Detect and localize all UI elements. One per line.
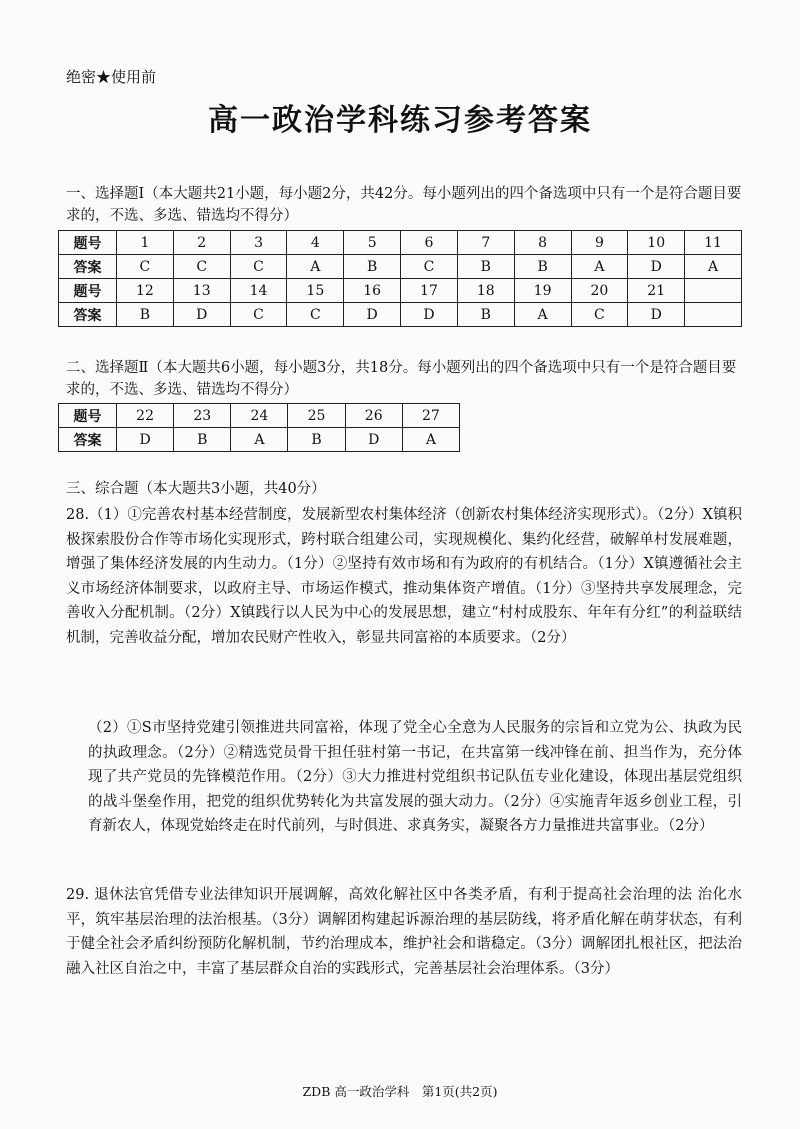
table-cell: B [117,303,174,327]
question-28-part-2: （2）①S市坚持党建引领推进共同富裕，体现了党全心全意为人民服务的宗旨和立党为公、执政为民的执政理念。（2分）②精选党员骨干担任驻村第一书记，在共富第一线冲锋在前、担当作为，充分体现了共产党员的先锋模范作用。（2分）③大力推进村党组织书记队伍专业化建设，体现出基层党组织的战斗堡垒作用，把党的组织优势转化为共富发展的强大动力。（2分）④实施青年返乡创业工程，引育新农人，体现党始终走在时代前列，与时俱进、求真务实，凝聚各方力量推进共富事业。（2分） [88,720,742,834]
table-cell [685,303,742,327]
table-cell: 20 [571,279,628,303]
table-cell: 23 [174,404,231,428]
table-cell: C [571,303,628,327]
table-cell: 4 [287,231,344,255]
table-cell: 22 [117,404,174,428]
table-cell: 13 [173,279,230,303]
table-row [59,255,742,279]
table-cell: C [230,303,287,327]
table-cell: D [345,428,402,452]
table-cell: C [230,255,287,279]
question-29: 29. 退休法官凭借专业法律知识开展调解，高效化解社区中各类矛盾，有利于提高社会治理的法 治化水平，筑牢基层治理的法治根基。（3分）调解团构建起诉源治理的基层防线，将矛盾化解在萌芽状态，有利于健全社会矛盾纠纷预防化解机制，节约治理成本，维护社会和谐稳定。（3分）调解团扎根社区，把法治融入社区自治之中，丰富了基层群众自治的实践形式，完善基层社会治理体系。（3分） [66,887,742,977]
row-label: 题号 [59,404,117,428]
table-cell: C [401,255,458,279]
table-cell: 12 [117,279,174,303]
table-cell: C [117,255,174,279]
table-cell: 27 [402,404,459,428]
table-cell: 5 [344,231,401,255]
table-cell: B [457,255,514,279]
row-label: 答案 [59,303,117,327]
table-cell: 11 [685,231,742,255]
table-cell: A [287,255,344,279]
table-cell: 21 [628,279,685,303]
table-cell: 8 [514,231,571,255]
table-cell: 18 [457,279,514,303]
table-row [59,428,460,452]
table-row [59,231,742,255]
table-cell: 7 [457,231,514,255]
choice-table-2 [58,403,460,452]
table-cell: 24 [231,404,288,428]
table-cell: 3 [230,231,287,255]
table-cell: D [628,303,685,327]
row-label: 题号 [59,279,117,303]
table-cell: D [628,255,685,279]
table-cell: B [288,428,345,452]
table-cell: C [287,303,344,327]
table-cell: 26 [345,404,402,428]
table-cell: D [401,303,458,327]
row-label: 答案 [59,255,117,279]
table-cell: 6 [401,231,458,255]
table-row [59,303,742,327]
table-cell: A [685,255,742,279]
table-cell: A [514,303,571,327]
question-28-part-1: 28.（1）①完善农村基本经营制度，发展新型农村集体经济（创新农村集体经济实现形式）。（2分）X镇积极探索股份合作等市场化实现形式，跨村联合组建公司，实现规模化、集约化经营，破解单村发展难题，增强了集体经济发展的内生动力。（1分）②坚持有效市场和有为政府的有机结合。（1分）X镇遵循社会主义市场经济体制要求，以政府主导、市场运作模式，推动集体资产增值。（1分）③坚持共享发展理念，完善收入分配机制。（2分）X镇践行以人民为中心的发展思想，建立“村村成股东、年年有分红”的利益联结机制，完善收益分配，增加农民财产性收入，彰显共同富裕的本质要求。（2分） [66,507,742,646]
table-cell: C [173,255,230,279]
table-cell [685,279,742,303]
table-cell: 15 [287,279,344,303]
section3-heading: 三、综合题（本大题共3小题，共40分） [66,481,326,497]
row-label: 题号 [59,231,117,255]
table-cell: D [344,303,401,327]
section1-heading: 一、选择题Ⅰ（本大题共21小题，每小题2分，共42分。每小题列出的四个备选项中只有一个是符合题目要求的，不选、多选、错选均不得分） [66,186,742,224]
row-label: 答案 [59,428,117,452]
table-cell: 16 [344,279,401,303]
table-cell: B [514,255,571,279]
table-row [59,404,460,428]
table-cell: A [402,428,459,452]
page-footer: ZDB 高一政治学科 第1页(共2页) [302,1084,498,1099]
table-cell: D [173,303,230,327]
section2-heading: 二、选择题Ⅱ（本大题共6小题，每小题3分，共18分。每小题列出的四个备选项中只有一个是符合题目要求的，不选、多选、错选均不得分） [66,360,737,398]
page-title: 高一政治学科练习参考答案 [208,103,592,138]
confidential-label: 绝密★使用前 [66,68,157,86]
table-cell: 25 [288,404,345,428]
choice-table-1 [58,230,742,327]
table-cell: 9 [571,231,628,255]
table-cell: 2 [173,231,230,255]
table-cell: 17 [401,279,458,303]
table-cell: D [117,428,174,452]
table-cell: 1 [117,231,174,255]
table-cell: A [231,428,288,452]
table-cell: 19 [514,279,571,303]
table-row [59,279,742,303]
table-cell: B [174,428,231,452]
table-cell: 10 [628,231,685,255]
table-cell: A [571,255,628,279]
table-cell: B [344,255,401,279]
table-cell: B [457,303,514,327]
table-cell: 14 [230,279,287,303]
